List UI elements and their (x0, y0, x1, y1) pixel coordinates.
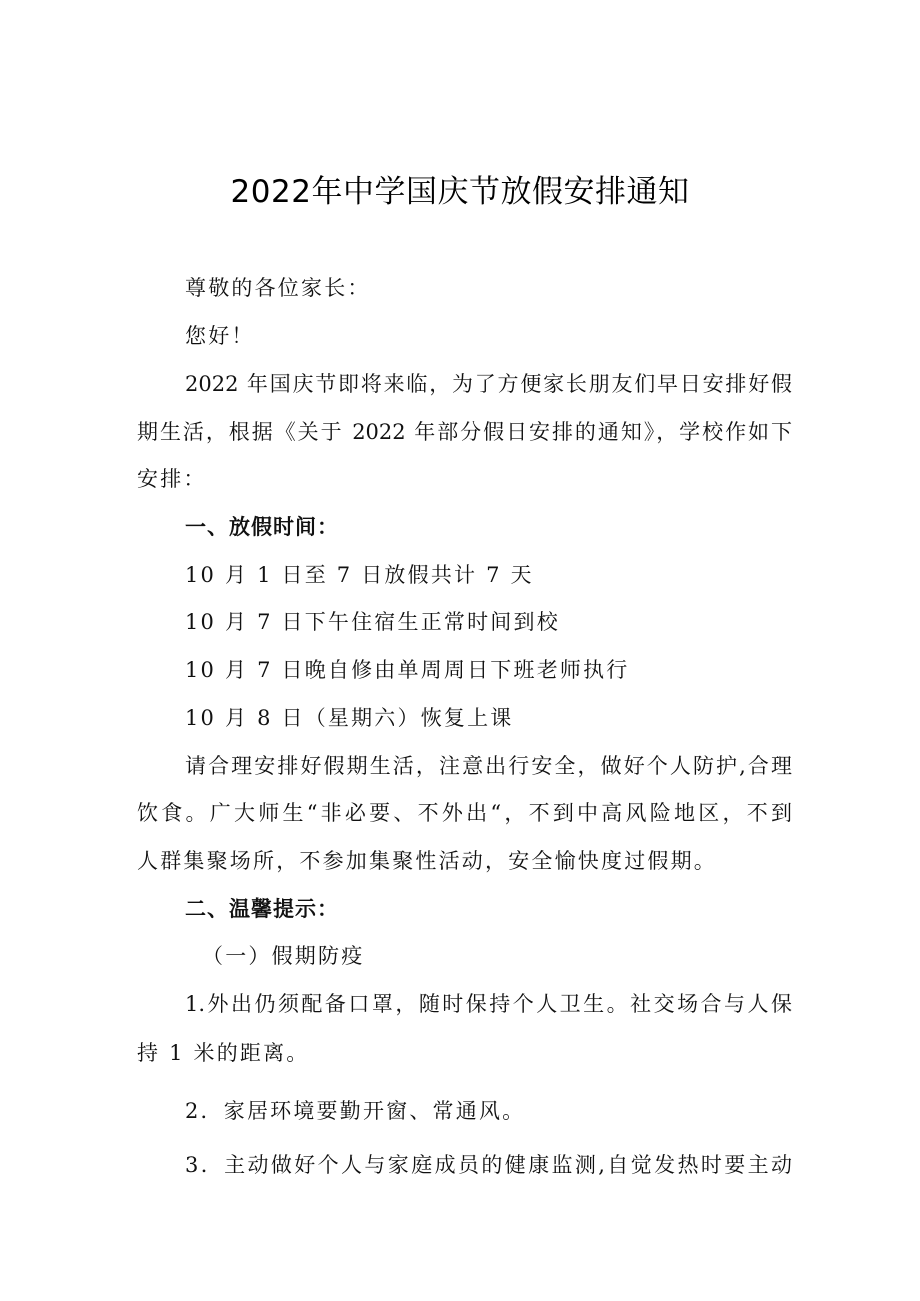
intro-line-1: 2022 年国庆节即将来临，为了方便家长朋友们早日安排好假 (185, 372, 792, 396)
document-title: 2022年中学国庆节放假安排通知 (230, 174, 690, 210)
schedule-item-2: 10 月 7 日下午住宿生正常时间到校 (185, 610, 560, 634)
schedule-item-1: 10 月 1 日至 7 日放假共计 7 天 (185, 563, 534, 587)
intro-line-3: 安排： (137, 467, 207, 491)
tip-line-4: 3．主动做好个人与家庭成员的健康监测,自觉发热时要主动 (185, 1153, 792, 1177)
tip-line-3: 2．家居环境要勤开窗、常通风。 (185, 1099, 526, 1123)
note-line-2: 饮食。广大师生“非必要、不外出“，不到中高风险地区，不到 (137, 801, 792, 825)
section1-heading: 一、放假时间： (185, 515, 339, 539)
note-line-3: 人群集聚场所，不参加集聚性活动，安全愉快度过假期。 (137, 849, 717, 873)
section2-subheading: （一）假期防疫 (202, 944, 365, 968)
note-line-1: 请合理安排好假期生活，注意出行安全，做好个人防护,合理 (185, 754, 792, 778)
tip-line-2: 持 1 米的距离。 (137, 1041, 310, 1065)
intro-line-2: 期生活，根据《关于 2022 年部分假日安排的通知》，学校作如下 (137, 420, 792, 444)
greeting: 您好！ (185, 324, 255, 348)
section2-heading: 二、温馨提示： (185, 897, 339, 921)
schedule-item-3: 10 月 7 日晚自修由单周周日下班老师执行 (185, 658, 630, 682)
schedule-item-4: 10 月 8 日（星期六）恢复上课 (185, 706, 514, 730)
tip-line-1: 1.外出仍须配备口罩，随时保持个人卫生。社交场合与人保 (185, 992, 792, 1016)
salutation: 尊敬的各位家长： (185, 276, 371, 300)
